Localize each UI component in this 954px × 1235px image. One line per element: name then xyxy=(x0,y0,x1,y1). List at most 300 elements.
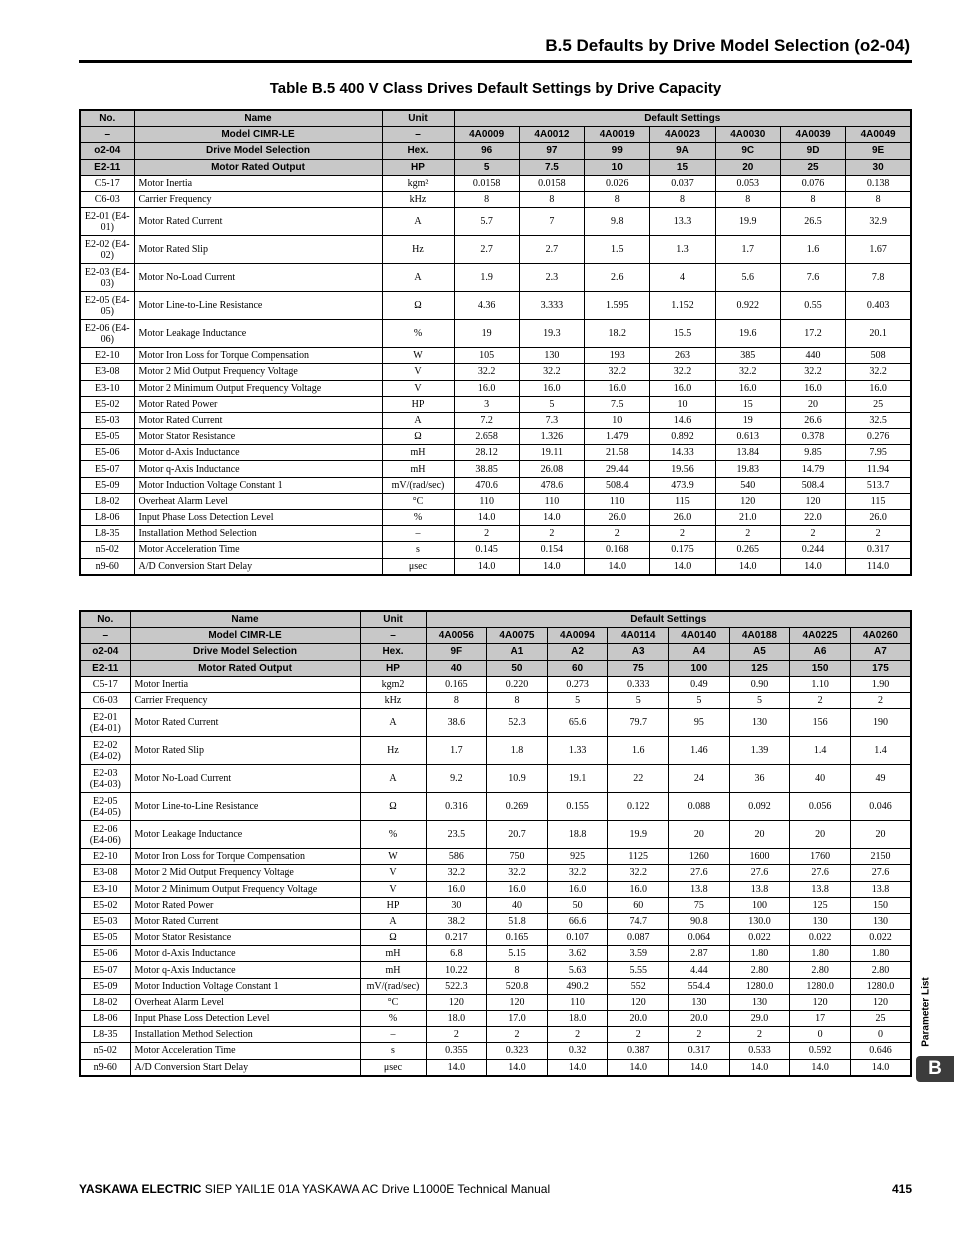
default-value: 3.333 xyxy=(519,292,584,320)
default-value: 3.62 xyxy=(547,946,608,962)
default-value: 120 xyxy=(608,994,669,1010)
default-value: 79.7 xyxy=(608,709,669,737)
table-row xyxy=(80,348,911,364)
default-value: 2.7 xyxy=(519,236,584,264)
footer-brand: YASKAWA ELECTRIC xyxy=(79,1182,202,1196)
table-row xyxy=(80,208,911,236)
default-value: 1.39 xyxy=(729,737,790,765)
default-value: 28.12 xyxy=(454,445,519,461)
default-value: 114.0 xyxy=(846,558,911,575)
default-value: 263 xyxy=(650,348,715,364)
param-name: Installation Method Selection xyxy=(134,526,382,542)
param-name: Motor 2 Minimum Output Frequency Voltage xyxy=(130,881,360,897)
param-unit: mH xyxy=(360,962,426,978)
default-value: 0.138 xyxy=(846,175,911,191)
param-code: E2-02 (E4-02) xyxy=(80,737,130,765)
default-value: 1.8 xyxy=(487,737,548,765)
default-value: 520.8 xyxy=(487,978,548,994)
default-value: 190 xyxy=(850,709,911,737)
param-unit: Hex. xyxy=(382,143,454,159)
default-value: 478.6 xyxy=(519,477,584,493)
default-value: 1280.0 xyxy=(729,978,790,994)
default-value: 105 xyxy=(454,348,519,364)
default-value: 0.064 xyxy=(669,930,730,946)
default-value: 0.355 xyxy=(426,1043,487,1059)
default-value: 10 xyxy=(585,159,650,175)
param-name: Motor Iron Loss for Torque Compensation xyxy=(134,348,382,364)
default-value: 32.2 xyxy=(454,364,519,380)
default-value: 14.0 xyxy=(850,1059,911,1076)
default-value: 32.5 xyxy=(846,412,911,428)
param-name: Motor Inertia xyxy=(130,676,360,692)
default-value: 32.2 xyxy=(426,865,487,881)
param-code: E5-05 xyxy=(80,930,130,946)
default-value: 508.4 xyxy=(585,477,650,493)
default-value: 4A0188 xyxy=(729,628,790,644)
table-row xyxy=(80,1043,911,1059)
default-value: 50 xyxy=(547,897,608,913)
default-value: 1260 xyxy=(669,849,730,865)
param-code: n9-60 xyxy=(80,558,134,575)
default-value: 29.44 xyxy=(585,461,650,477)
param-code: E2-03 (E4-03) xyxy=(80,264,134,292)
default-value: 14.0 xyxy=(780,558,845,575)
param-unit: – xyxy=(382,127,454,143)
default-value: 14.0 xyxy=(454,510,519,526)
default-value: 440 xyxy=(780,348,845,364)
default-value: 175 xyxy=(850,660,911,676)
param-name: Motor Leakage Inductance xyxy=(134,320,382,348)
col-header-unit: Unit xyxy=(360,611,426,628)
default-value: 0.220 xyxy=(487,676,548,692)
default-value: 52.3 xyxy=(487,709,548,737)
param-code: n5-02 xyxy=(80,1043,130,1059)
table-header-row xyxy=(80,159,911,175)
default-value: 5.63 xyxy=(547,962,608,978)
param-code: o2-04 xyxy=(80,143,134,159)
param-unit: mV/(rad/sec) xyxy=(382,477,454,493)
table-row xyxy=(80,1059,911,1076)
default-value: 110 xyxy=(454,493,519,509)
param-unit: Ω xyxy=(360,793,426,821)
default-value: 130 xyxy=(850,913,911,929)
default-value: 32.2 xyxy=(650,364,715,380)
param-code: – xyxy=(80,628,130,644)
default-value: 0.0158 xyxy=(454,175,519,191)
table-row xyxy=(80,1011,911,1027)
default-value: 0.646 xyxy=(850,1043,911,1059)
param-name: Motor 2 Minimum Output Frequency Voltage xyxy=(134,380,382,396)
default-value: 17 xyxy=(790,1011,851,1027)
default-value: 2 xyxy=(608,1027,669,1043)
param-name: Motor 2 Mid Output Frequency Voltage xyxy=(130,865,360,881)
default-value: A3 xyxy=(608,644,669,660)
param-name: Motor Line-to-Line Resistance xyxy=(130,793,360,821)
default-value: 20 xyxy=(715,159,780,175)
param-code: E5-05 xyxy=(80,429,134,445)
param-name: Input Phase Loss Detection Level xyxy=(130,1011,360,1027)
default-value: 0.55 xyxy=(780,292,845,320)
param-unit: kgm2 xyxy=(360,676,426,692)
default-value: 20 xyxy=(780,396,845,412)
parameter-table-1 xyxy=(79,109,912,576)
default-value: 110 xyxy=(519,493,584,509)
default-value: 9.8 xyxy=(585,208,650,236)
default-value: 5.15 xyxy=(487,946,548,962)
side-tab-label xyxy=(914,968,938,1056)
default-value: 750 xyxy=(487,849,548,865)
default-value: 26.0 xyxy=(585,510,650,526)
default-value: 0.317 xyxy=(669,1043,730,1059)
default-value: 100 xyxy=(729,897,790,913)
default-value: 1.152 xyxy=(650,292,715,320)
param-code: E5-06 xyxy=(80,946,130,962)
param-unit: Ω xyxy=(360,930,426,946)
default-value: 0.592 xyxy=(790,1043,851,1059)
default-value: 40 xyxy=(426,660,487,676)
param-code: E2-06 (E4-06) xyxy=(80,320,134,348)
table-header-row xyxy=(80,644,911,660)
default-value: 7.8 xyxy=(846,264,911,292)
default-value: 32.2 xyxy=(519,364,584,380)
default-value: 586 xyxy=(426,849,487,865)
default-value: 470.6 xyxy=(454,477,519,493)
default-value: 9C xyxy=(715,143,780,159)
default-value: 2 xyxy=(454,526,519,542)
param-unit: – xyxy=(360,1027,426,1043)
default-value: 10 xyxy=(650,396,715,412)
default-value: 51.8 xyxy=(487,913,548,929)
param-code: n5-02 xyxy=(80,542,134,558)
table-row xyxy=(80,849,911,865)
default-value: 6.8 xyxy=(426,946,487,962)
param-name: Motor Inertia xyxy=(134,175,382,191)
param-unit: mH xyxy=(382,461,454,477)
table-row xyxy=(80,236,911,264)
param-code: C6-03 xyxy=(80,191,134,207)
default-value: 19.9 xyxy=(715,208,780,236)
default-value: 0.244 xyxy=(780,542,845,558)
default-value: 14.0 xyxy=(547,1059,608,1076)
param-unit: A xyxy=(360,765,426,793)
default-value: 0.323 xyxy=(487,1043,548,1059)
param-unit: mH xyxy=(382,445,454,461)
param-code: E5-09 xyxy=(80,978,130,994)
default-value: 7.5 xyxy=(519,159,584,175)
table-row xyxy=(80,380,911,396)
default-value: 1.7 xyxy=(715,236,780,264)
default-value: 0.092 xyxy=(729,793,790,821)
default-value: 29.0 xyxy=(729,1011,790,1027)
default-value: 130.0 xyxy=(729,913,790,929)
param-name: Motor Acceleration Time xyxy=(134,542,382,558)
default-value: 0.076 xyxy=(780,175,845,191)
default-value: 8 xyxy=(585,191,650,207)
param-name: Motor Rated Power xyxy=(134,396,382,412)
default-value: 13.8 xyxy=(669,881,730,897)
default-value: 5.7 xyxy=(454,208,519,236)
default-value: 22.0 xyxy=(780,510,845,526)
default-value: 18.0 xyxy=(547,1011,608,1027)
param-unit: W xyxy=(382,348,454,364)
param-name: Overheat Alarm Level xyxy=(134,493,382,509)
param-unit: A xyxy=(360,709,426,737)
default-value: 13.3 xyxy=(650,208,715,236)
col-header-name: Name xyxy=(130,611,360,628)
param-unit: HP xyxy=(382,159,454,175)
default-value: 26.08 xyxy=(519,461,584,477)
default-value: 16.0 xyxy=(519,380,584,396)
default-value: 508.4 xyxy=(780,477,845,493)
param-unit: s xyxy=(382,542,454,558)
table-row xyxy=(80,396,911,412)
default-value: 14.0 xyxy=(790,1059,851,1076)
default-value: 27.6 xyxy=(850,865,911,881)
default-value: 5.55 xyxy=(608,962,669,978)
default-value: 522.3 xyxy=(426,978,487,994)
default-value: 60 xyxy=(547,660,608,676)
param-name: Motor q-Axis Inductance xyxy=(134,461,382,477)
param-name: Motor No-Load Current xyxy=(134,264,382,292)
param-unit: V xyxy=(382,364,454,380)
default-value: 40 xyxy=(790,765,851,793)
default-value: 130 xyxy=(519,348,584,364)
table-header-row xyxy=(80,660,911,676)
default-value: 0.037 xyxy=(650,175,715,191)
table-row xyxy=(80,946,911,962)
default-value: 97 xyxy=(519,143,584,159)
param-code: L8-02 xyxy=(80,493,134,509)
param-unit: HP xyxy=(382,396,454,412)
default-value: 16.0 xyxy=(715,380,780,396)
param-name: Overheat Alarm Level xyxy=(130,994,360,1010)
param-unit: Hex. xyxy=(360,644,426,660)
default-value: 8 xyxy=(487,962,548,978)
default-value: 16.0 xyxy=(547,881,608,897)
default-value: 554.4 xyxy=(669,978,730,994)
param-name: Motor Rated Power xyxy=(130,897,360,913)
default-value: 2 xyxy=(547,1027,608,1043)
table-row xyxy=(80,558,911,575)
default-value: 1600 xyxy=(729,849,790,865)
col-header-no: No. xyxy=(80,611,130,628)
default-value: 19.83 xyxy=(715,461,780,477)
param-unit: μsec xyxy=(382,558,454,575)
default-value: 8 xyxy=(426,692,487,708)
default-value: 50 xyxy=(487,660,548,676)
col-header-unit: Unit xyxy=(382,110,454,127)
default-value: 1.10 xyxy=(790,676,851,692)
default-value: 125 xyxy=(790,897,851,913)
default-value: 4A0019 xyxy=(585,127,650,143)
table-row xyxy=(80,191,911,207)
default-value: 2.6 xyxy=(585,264,650,292)
default-value: 0.892 xyxy=(650,429,715,445)
param-code: E2-01 (E4-01) xyxy=(80,709,130,737)
default-value: 14.0 xyxy=(487,1059,548,1076)
default-value: 15 xyxy=(715,396,780,412)
default-value: 16.0 xyxy=(846,380,911,396)
table-row xyxy=(80,962,911,978)
default-value: 0.155 xyxy=(547,793,608,821)
default-value: 0.165 xyxy=(426,676,487,692)
param-unit: kHz xyxy=(360,692,426,708)
default-value: 120 xyxy=(426,994,487,1010)
param-unit: kgm² xyxy=(382,175,454,191)
param-unit: A xyxy=(360,913,426,929)
parameter-table-2 xyxy=(79,610,912,1077)
table-row xyxy=(80,461,911,477)
default-value: 5 xyxy=(729,692,790,708)
param-code: E2-10 xyxy=(80,849,130,865)
default-value: 30 xyxy=(846,159,911,175)
default-value: 193 xyxy=(585,348,650,364)
param-unit: kHz xyxy=(382,191,454,207)
param-name: Motor d-Axis Inductance xyxy=(134,445,382,461)
table-row xyxy=(80,292,911,320)
default-value: 1.6 xyxy=(608,737,669,765)
default-value: 0.145 xyxy=(454,542,519,558)
default-value: 19.3 xyxy=(519,320,584,348)
default-value: 99 xyxy=(585,143,650,159)
param-code: L8-06 xyxy=(80,1011,130,1027)
default-value: 5 xyxy=(454,159,519,175)
default-value: 24 xyxy=(669,765,730,793)
param-code: E2-11 xyxy=(80,159,134,175)
default-value: 75 xyxy=(669,897,730,913)
default-value: 130 xyxy=(790,913,851,929)
default-value: 13.84 xyxy=(715,445,780,461)
param-name: Motor Rated Slip xyxy=(134,236,382,264)
default-value: 1280.0 xyxy=(850,978,911,994)
side-tab-text: Parameter List xyxy=(920,977,932,1047)
default-value: 5.6 xyxy=(715,264,780,292)
param-unit: mV/(rad/sec) xyxy=(360,978,426,994)
default-value: 10.22 xyxy=(426,962,487,978)
param-name: Motor d-Axis Inductance xyxy=(130,946,360,962)
param-unit: HP xyxy=(360,897,426,913)
default-value: 130 xyxy=(729,994,790,1010)
default-value: 1.90 xyxy=(850,676,911,692)
default-value: 0.088 xyxy=(669,793,730,821)
default-value: 5 xyxy=(519,396,584,412)
default-value: 2 xyxy=(790,692,851,708)
default-value: 0.276 xyxy=(846,429,911,445)
param-code: L8-35 xyxy=(80,526,134,542)
table-row xyxy=(80,320,911,348)
default-value: 156 xyxy=(790,709,851,737)
default-value: 2.80 xyxy=(729,962,790,978)
param-code: E3-10 xyxy=(80,881,130,897)
default-value: 0.613 xyxy=(715,429,780,445)
default-value: 32.2 xyxy=(846,364,911,380)
table-row xyxy=(80,692,911,708)
default-value: 16.0 xyxy=(585,380,650,396)
default-value: 5 xyxy=(608,692,669,708)
default-value: 0.403 xyxy=(846,292,911,320)
default-value: 16.0 xyxy=(454,380,519,396)
default-value: 14.0 xyxy=(519,558,584,575)
default-value: 130 xyxy=(669,994,730,1010)
default-value: 0.90 xyxy=(729,676,790,692)
default-value: 1.326 xyxy=(519,429,584,445)
default-value: 3.59 xyxy=(608,946,669,962)
param-unit: HP xyxy=(360,660,426,676)
default-value: 20.0 xyxy=(608,1011,669,1027)
param-name: Motor Stator Resistance xyxy=(130,930,360,946)
default-value: 11.94 xyxy=(846,461,911,477)
table-header-row xyxy=(80,143,911,159)
default-value: 9F xyxy=(426,644,487,660)
table-header-row xyxy=(80,628,911,644)
param-name: A/D Conversion Start Delay xyxy=(134,558,382,575)
default-value: 7.6 xyxy=(780,264,845,292)
param-unit: Hz xyxy=(382,236,454,264)
default-value: 0.154 xyxy=(519,542,584,558)
table-row xyxy=(80,676,911,692)
param-unit: W xyxy=(360,849,426,865)
default-value: 13.8 xyxy=(850,881,911,897)
default-value: 513.7 xyxy=(846,477,911,493)
default-value: 16.0 xyxy=(426,881,487,897)
default-value: 19 xyxy=(715,412,780,428)
default-value: 4A0056 xyxy=(426,628,487,644)
param-code: E2-05 (E4-05) xyxy=(80,292,134,320)
default-value: 9D xyxy=(780,143,845,159)
header-rule xyxy=(79,60,912,63)
param-code: E5-06 xyxy=(80,445,134,461)
side-tab-letter: B xyxy=(916,1056,954,1082)
param-unit: V xyxy=(360,865,426,881)
default-value: 4A0012 xyxy=(519,127,584,143)
param-unit: Ω xyxy=(382,429,454,445)
param-code: E5-09 xyxy=(80,477,134,493)
default-value: 9A xyxy=(650,143,715,159)
default-value: 14.0 xyxy=(669,1059,730,1076)
default-value: 20.7 xyxy=(487,821,548,849)
param-code: n9-60 xyxy=(80,1059,130,1076)
default-value: 1.9 xyxy=(454,264,519,292)
default-value: 2.80 xyxy=(850,962,911,978)
param-name: Motor Induction Voltage Constant 1 xyxy=(134,477,382,493)
default-value: 2 xyxy=(426,1027,487,1043)
default-value: 1.80 xyxy=(790,946,851,962)
default-value: 385 xyxy=(715,348,780,364)
param-code: E2-11 xyxy=(80,660,130,676)
param-name: Motor Iron Loss for Torque Compensation xyxy=(130,849,360,865)
col-header-name: Name xyxy=(134,110,382,127)
default-value: 0.316 xyxy=(426,793,487,821)
default-value: 14.0 xyxy=(585,558,650,575)
default-value: 7.95 xyxy=(846,445,911,461)
default-value: 0.273 xyxy=(547,676,608,692)
default-value: 8 xyxy=(519,191,584,207)
default-value: 26.0 xyxy=(650,510,715,526)
default-value: 508 xyxy=(846,348,911,364)
default-value: 74.7 xyxy=(608,913,669,929)
default-value: 120 xyxy=(790,994,851,1010)
default-value: 120 xyxy=(780,493,845,509)
default-value: 18.0 xyxy=(426,1011,487,1027)
default-value: 552 xyxy=(608,978,669,994)
default-value: 3 xyxy=(454,396,519,412)
default-value: 95 xyxy=(669,709,730,737)
default-value: 120 xyxy=(487,994,548,1010)
param-name: Carrier Frequency xyxy=(134,191,382,207)
table-title: Table B.5 400 V Class Drives Default Settings by Drive Capacity xyxy=(269,80,722,97)
section-title: B.5 Defaults by Drive Model Selection (o2-04) xyxy=(545,36,910,55)
default-value: 25 xyxy=(846,396,911,412)
